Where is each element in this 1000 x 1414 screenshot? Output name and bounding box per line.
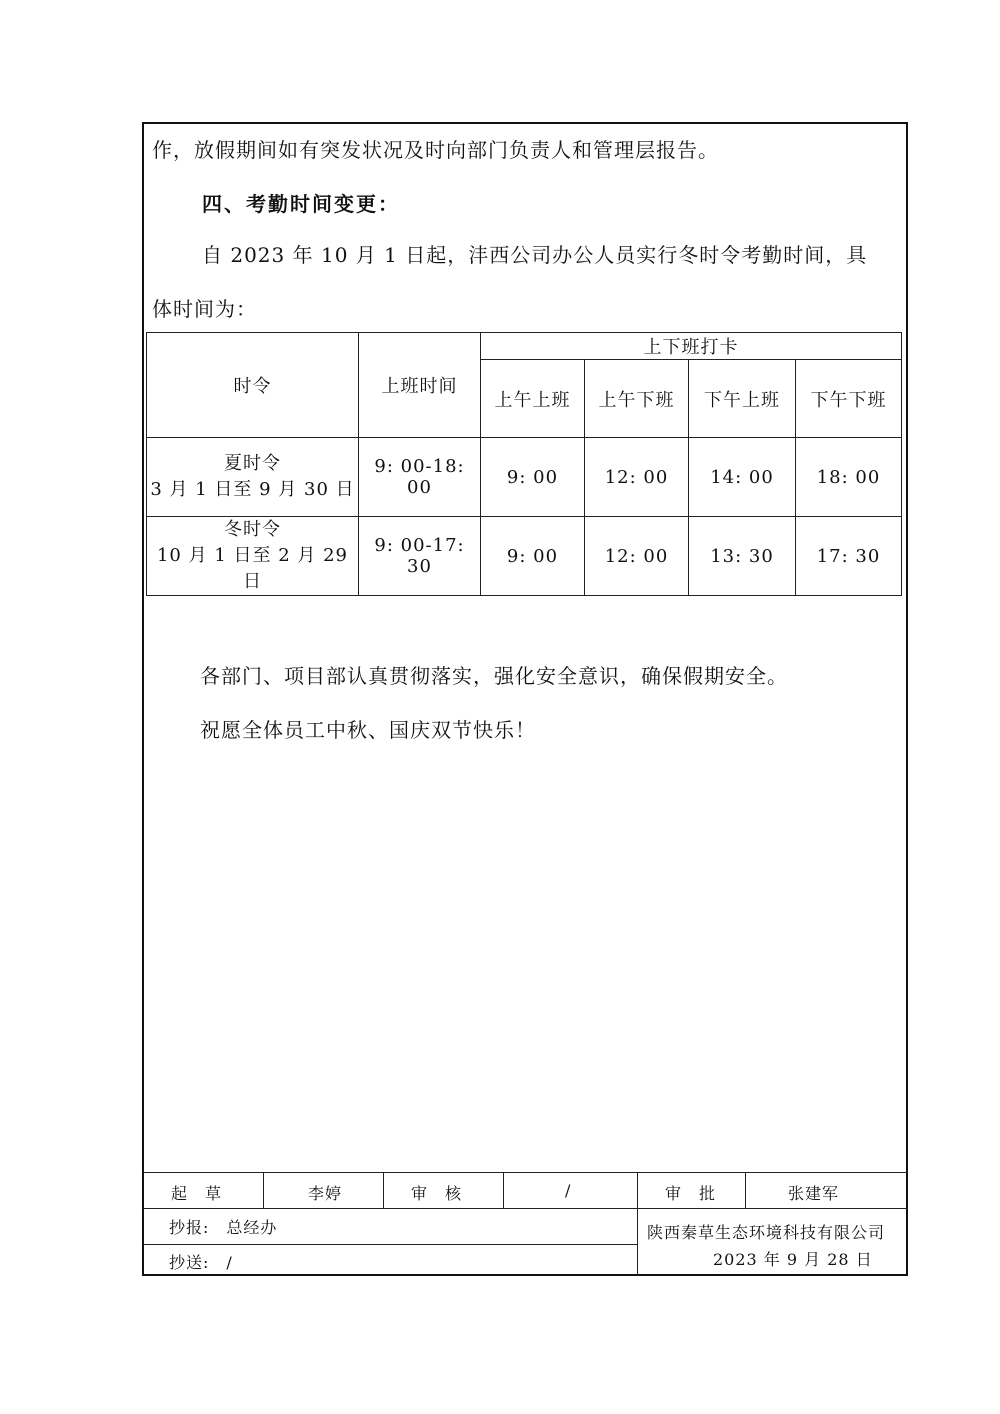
header-punch: 上下班打卡 <box>481 333 902 360</box>
punch-cell: 9: 00 <box>481 438 585 517</box>
cc-report: 抄报: 总经办 <box>169 1218 278 1237</box>
approval-footer <box>143 1172 907 1275</box>
schedule-table <box>146 332 902 596</box>
header-punch-am-in: 上午上班 <box>481 360 585 438</box>
body-para2-line1: 自 2023 年 10 月 1 日起，沣西公司办公人员实行冬时令考勤时间，具 <box>202 243 868 267</box>
approve-name: 张建军 <box>788 1184 840 1203</box>
table-row <box>147 438 902 517</box>
draft-name: 李婷 <box>308 1184 343 1203</box>
punch-cell: 9: 00 <box>481 517 585 596</box>
footer-divider <box>637 1172 638 1275</box>
cc-send: 抄送: / <box>169 1253 233 1272</box>
footer-row-line-right <box>637 1208 907 1209</box>
footer-divider <box>383 1172 384 1208</box>
closing-line-1: 各部门、项目部认真贯彻落实，强化安全意识，确保假期安全。 <box>200 664 788 688</box>
season-range: 10 月 1 日至 2 月 29 日 <box>156 545 349 592</box>
footer-row-line-1 <box>143 1208 637 1209</box>
header-hours: 上班时间 <box>359 333 481 438</box>
table-row <box>147 517 902 596</box>
season-cell <box>147 517 359 596</box>
header-punch-am-out: 上午下班 <box>585 360 689 438</box>
footer-divider <box>745 1172 746 1208</box>
header-season: 时令 <box>147 333 359 438</box>
hours-cell: 9: 00-18: 00 <box>359 438 481 517</box>
header-punch-pm-in: 下午上班 <box>689 360 796 438</box>
hours-cell: 9: 00-17: 30 <box>359 517 481 596</box>
punch-cell: 13: 30 <box>689 517 796 596</box>
review-name: / <box>565 1181 572 1200</box>
review-label: 审 核 <box>411 1184 463 1203</box>
season-cell <box>147 438 359 517</box>
season-range: 3 月 1 日至 9 月 30 日 <box>150 479 355 500</box>
season-name: 冬时令 <box>224 519 281 540</box>
body-para2-line2: 体时间为： <box>152 297 257 321</box>
footer-top-line <box>143 1172 907 1173</box>
punch-cell: 12: 00 <box>585 517 689 596</box>
punch-cell: 17: 30 <box>796 517 902 596</box>
punch-cell: 14: 00 <box>689 438 796 517</box>
season-name: 夏时令 <box>224 453 281 474</box>
punch-cell: 18: 00 <box>796 438 902 517</box>
header-punch-pm-out: 下午下班 <box>796 360 902 438</box>
footer-divider <box>263 1172 264 1208</box>
footer-row-line-2 <box>143 1244 637 1245</box>
footer-divider <box>503 1172 504 1208</box>
draft-label: 起 草 <box>171 1184 223 1203</box>
punch-cell: 12: 00 <box>585 438 689 517</box>
approve-label: 审 批 <box>665 1184 717 1203</box>
body-line-1: 作，放假期间如有突发状况及时向部门负责人和管理层报告。 <box>152 138 719 162</box>
section-heading: 四、考勤时间变更： <box>202 192 400 216</box>
closing-line-2: 祝愿全体员工中秋、国庆双节快乐！ <box>200 718 536 742</box>
issue-date: 2023 年 9 月 28 日 <box>713 1250 873 1269</box>
company-name: 陕西秦草生态环境科技有限公司 <box>647 1223 886 1242</box>
